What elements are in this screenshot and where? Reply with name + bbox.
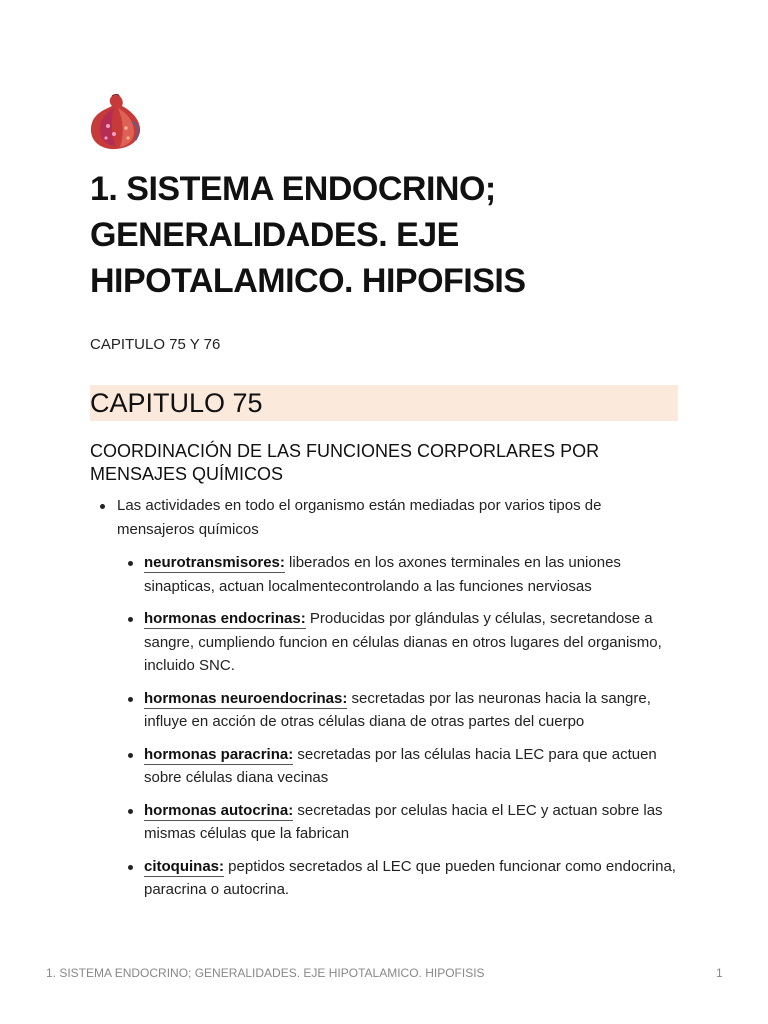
chapter-heading: CAPITULO 75: [90, 388, 263, 418]
term-label: neurotransmisores:: [144, 554, 285, 571]
term-label: hormonas paracrina:: [144, 745, 294, 763]
bullet-list: [90, 494, 680, 911]
bullet-icon: [128, 865, 133, 870]
term-description: Producidas por glándulas y células, secretandose a sangre, cumpliendo funcion en células dianas en otros lugares del organismo, incluido SNC.: [144, 610, 662, 674]
term-label: citoquinas:: [144, 857, 225, 875]
footer-page-number: 1: [716, 966, 723, 980]
sub-bullet-list: [90, 551, 680, 902]
list-item: [90, 799, 680, 846]
bullet-icon: [128, 809, 133, 814]
bullet-icon: [128, 617, 133, 622]
term-description: peptidos secretados al LEC que pueden funcionar como endocrina, paracrina o autocrina.: [144, 857, 676, 898]
bullet-icon: [128, 753, 133, 758]
list-item: [90, 687, 680, 734]
term-description: liberados en los axones terminales en las uniones sinapticas, actuan localmentecontrolando a las funciones nerviosas: [144, 554, 621, 595]
list-item: [90, 855, 680, 902]
term-label: hormonas neuroendocrinas:: [144, 689, 348, 707]
bullet-icon: [128, 697, 133, 702]
list-item: [90, 551, 680, 598]
term-label: hormonas autocrina:: [144, 801, 294, 819]
bullet-icon: [100, 504, 105, 509]
section-heading: COORDINACIÓN DE LAS FUNCIONES CORPORLARES POR MENSAJES QUÍMICOS: [90, 441, 600, 484]
term-description: secretadas por celulas hacia el LEC y actuan sobre las mismas células que la fabrican: [144, 801, 663, 842]
page-title: 1. SISTEMA ENDOCRINO; GENERALIDADES. EJE HIPOTALAMICO. HIPOFISIS: [90, 170, 526, 300]
bullet-icon: [128, 561, 133, 566]
list-item: [90, 743, 680, 790]
intro-text: Las actividades en todo el organismo están mediadas por varios tipos de mensajeros químicos: [117, 497, 602, 538]
term-label: hormonas endocrinas:: [144, 610, 306, 627]
list-item: [90, 607, 680, 678]
list-item-intro: [90, 494, 680, 541]
pituitary-gland-icon: [88, 92, 144, 152]
term-description: secretadas por las neuronas hacia la sangre, influye en acción de otras células diana de otras partes del cuerpo: [144, 689, 651, 730]
footer-title: 1. SISTEMA ENDOCRINO; GENERALIDADES. EJE HIPOTALAMICO. HIPOFISIS: [46, 966, 485, 980]
page-subtitle: CAPITULO 75 Y 76: [90, 336, 221, 353]
term-description: secretadas por las células hacia LEC para que actuen sobre células diana vecinas: [144, 745, 657, 786]
